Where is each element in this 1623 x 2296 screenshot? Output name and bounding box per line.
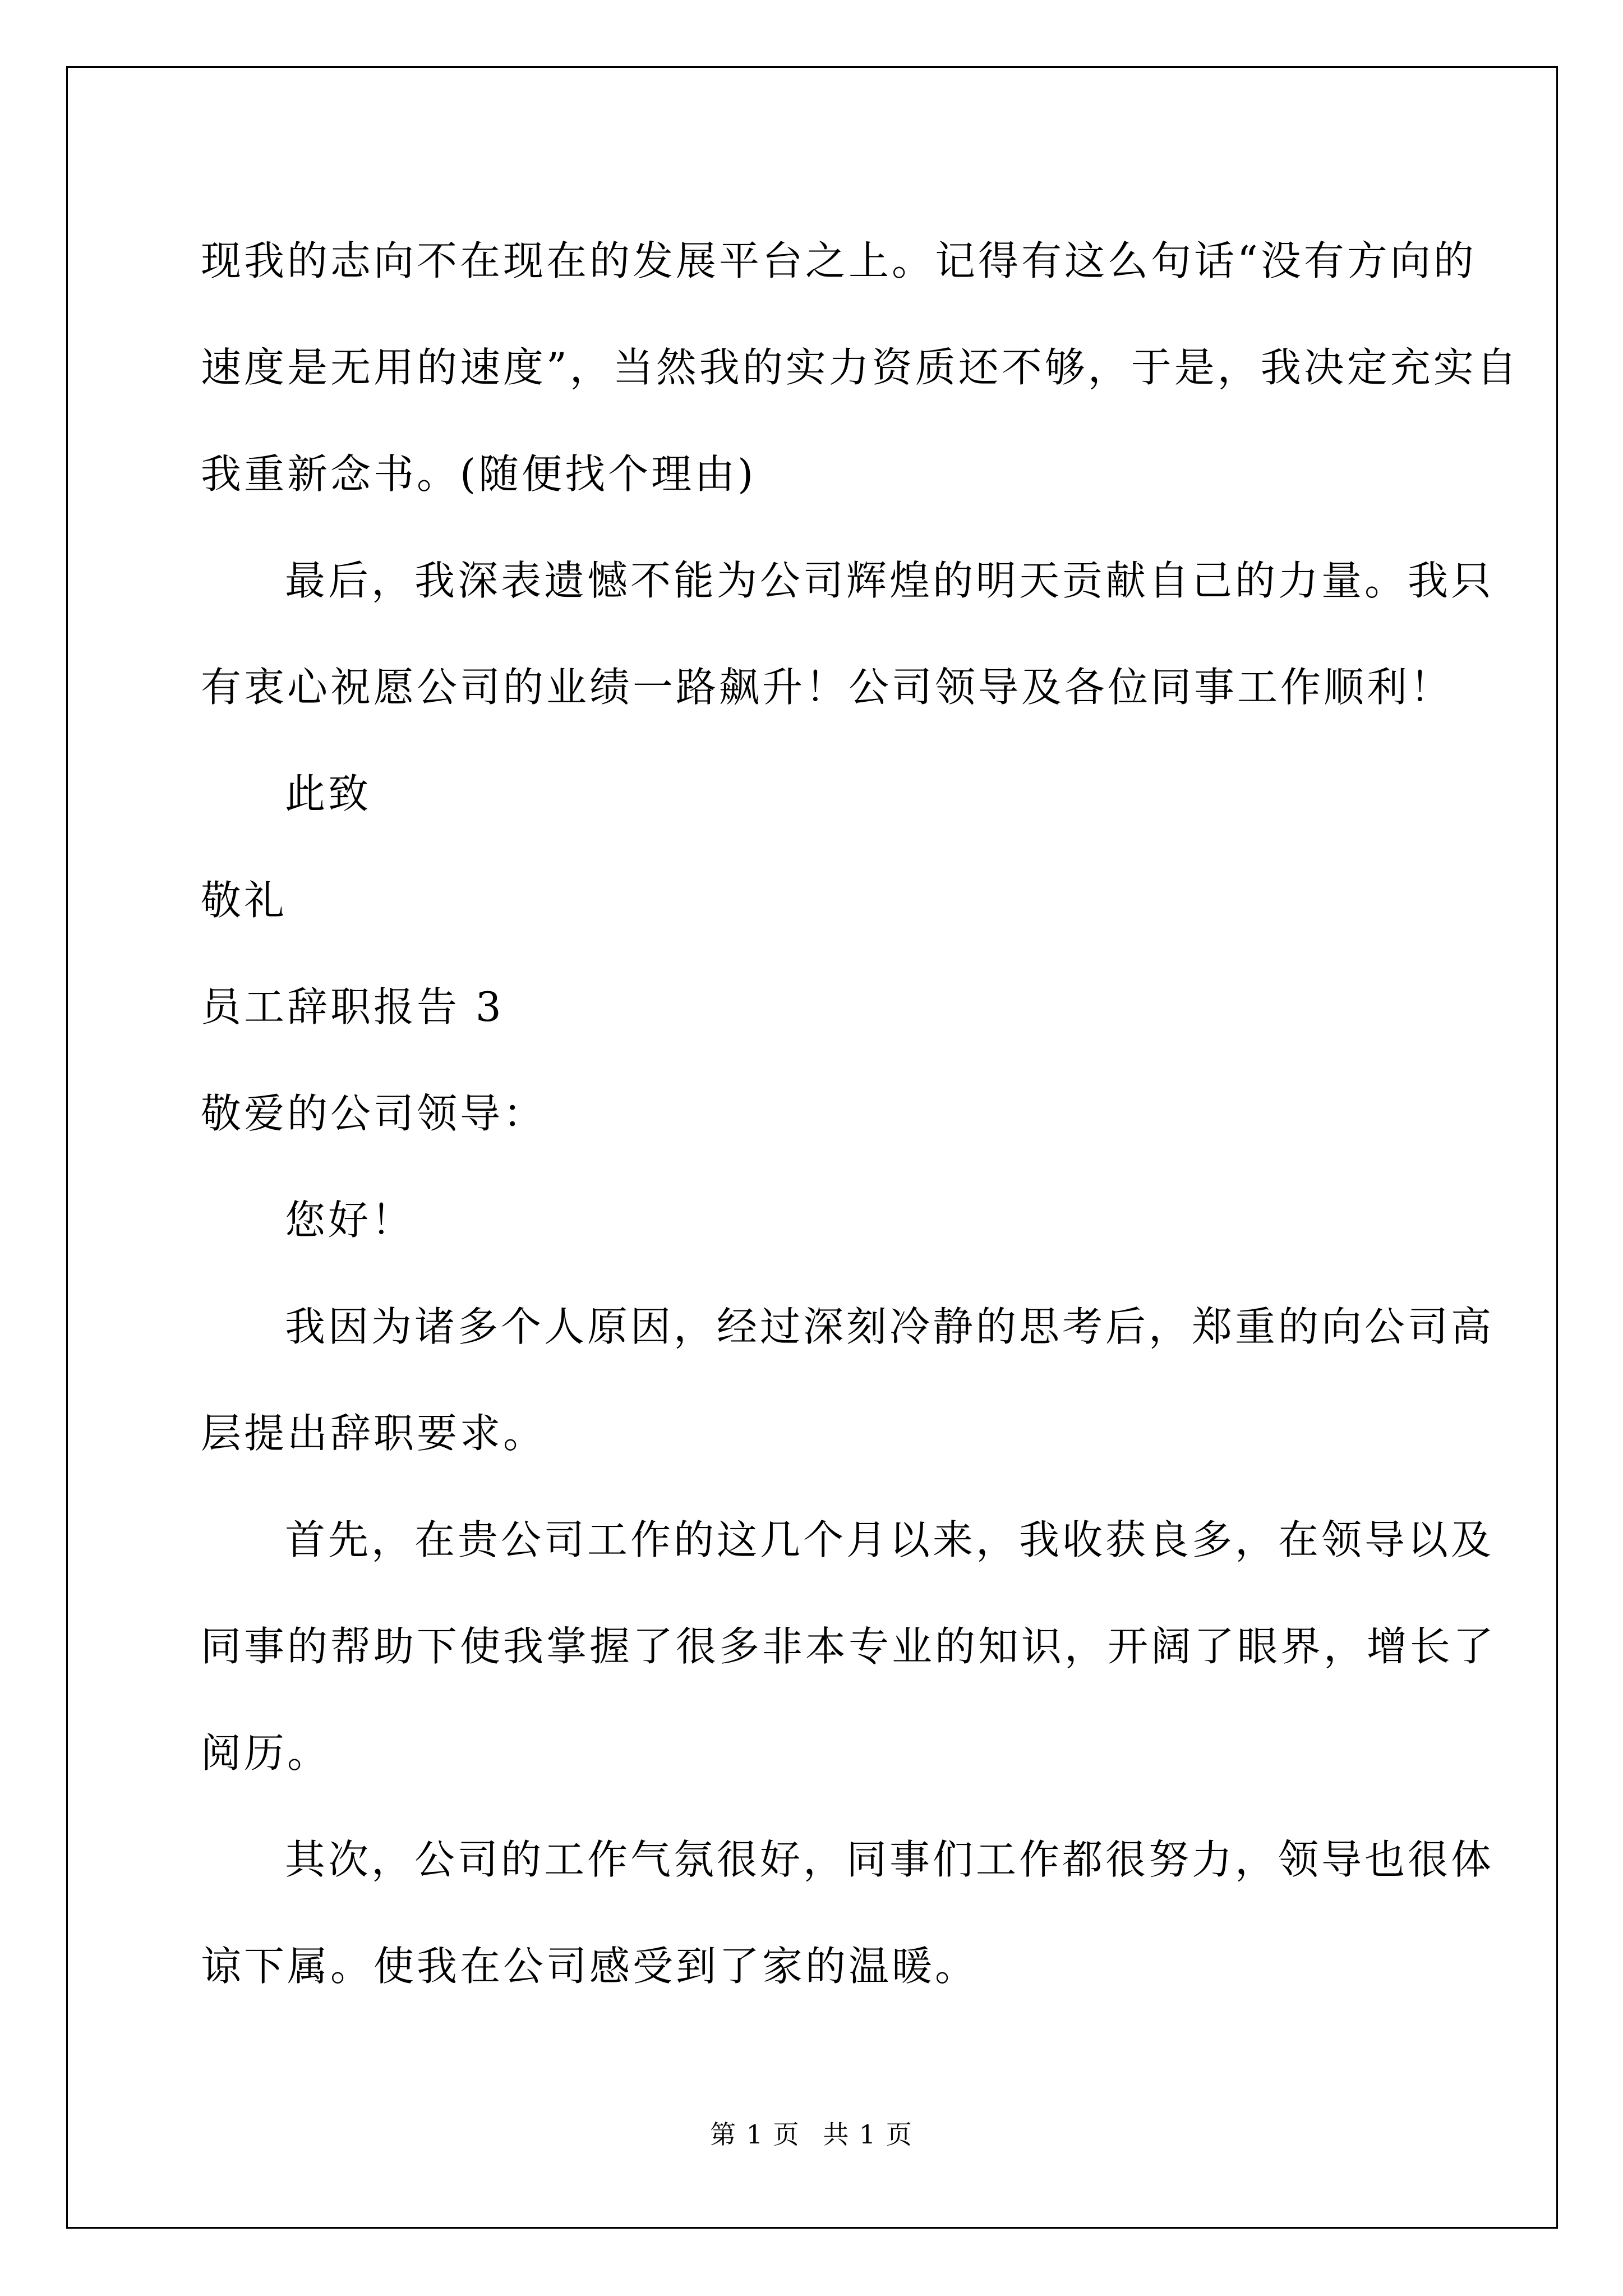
text-line-4: 最后，我深表遗憾不能为公司辉煌的明天贡献自己的力量。我只 bbox=[285, 557, 1495, 604]
greeting-hello: 您好！ bbox=[285, 1197, 415, 1244]
text-line-17: 谅下属。使我在公司感受到了家的温暖。 bbox=[201, 1943, 979, 1990]
text-line-12: 层提出辞职要求。 bbox=[201, 1410, 547, 1457]
page-footer bbox=[0, 2118, 1623, 2151]
text-line-3: 我重新念书。(随便找个理由) bbox=[201, 450, 757, 498]
document-body bbox=[201, 208, 1520, 2019]
text-line-11: 我因为诸多个人原因，经过深刻冷静的思考后，郑重的向公司高 bbox=[285, 1303, 1495, 1350]
text-line-15: 阅历。 bbox=[201, 1729, 331, 1777]
closing-regards: 敬礼 bbox=[201, 877, 288, 924]
page-number: 第 1 页 bbox=[710, 2119, 800, 2150]
greeting-recipient: 敬爱的公司领导： bbox=[201, 1090, 547, 1137]
text-line-1: 现我的志向不在现在的发展平台之上。记得有这么句话“没有方向的 bbox=[201, 237, 1477, 284]
text-line-16: 其次，公司的工作气氛很好，同事们工作都很努力，领导也很体 bbox=[285, 1836, 1495, 1883]
closing-salutation: 此致 bbox=[285, 770, 372, 817]
page-total: 共 1 页 bbox=[823, 2119, 913, 2150]
section-title: 员工辞职报告 3 bbox=[201, 983, 504, 1030]
text-line-5: 有衷心祝愿公司的业绩一路飙升！公司领导及各位同事工作顺利！ bbox=[201, 664, 1454, 711]
text-line-14: 同事的帮助下使我掌握了很多非本专业的知识，开阔了眼界，增长了 bbox=[201, 1623, 1497, 1670]
text-line-2: 速度是无用的速度”，当然我的实力资质还不够，于是，我决定充实自 bbox=[201, 344, 1520, 391]
text-line-13: 首先，在贵公司工作的这几个月以来，我收获良多，在领导以及 bbox=[285, 1516, 1495, 1563]
